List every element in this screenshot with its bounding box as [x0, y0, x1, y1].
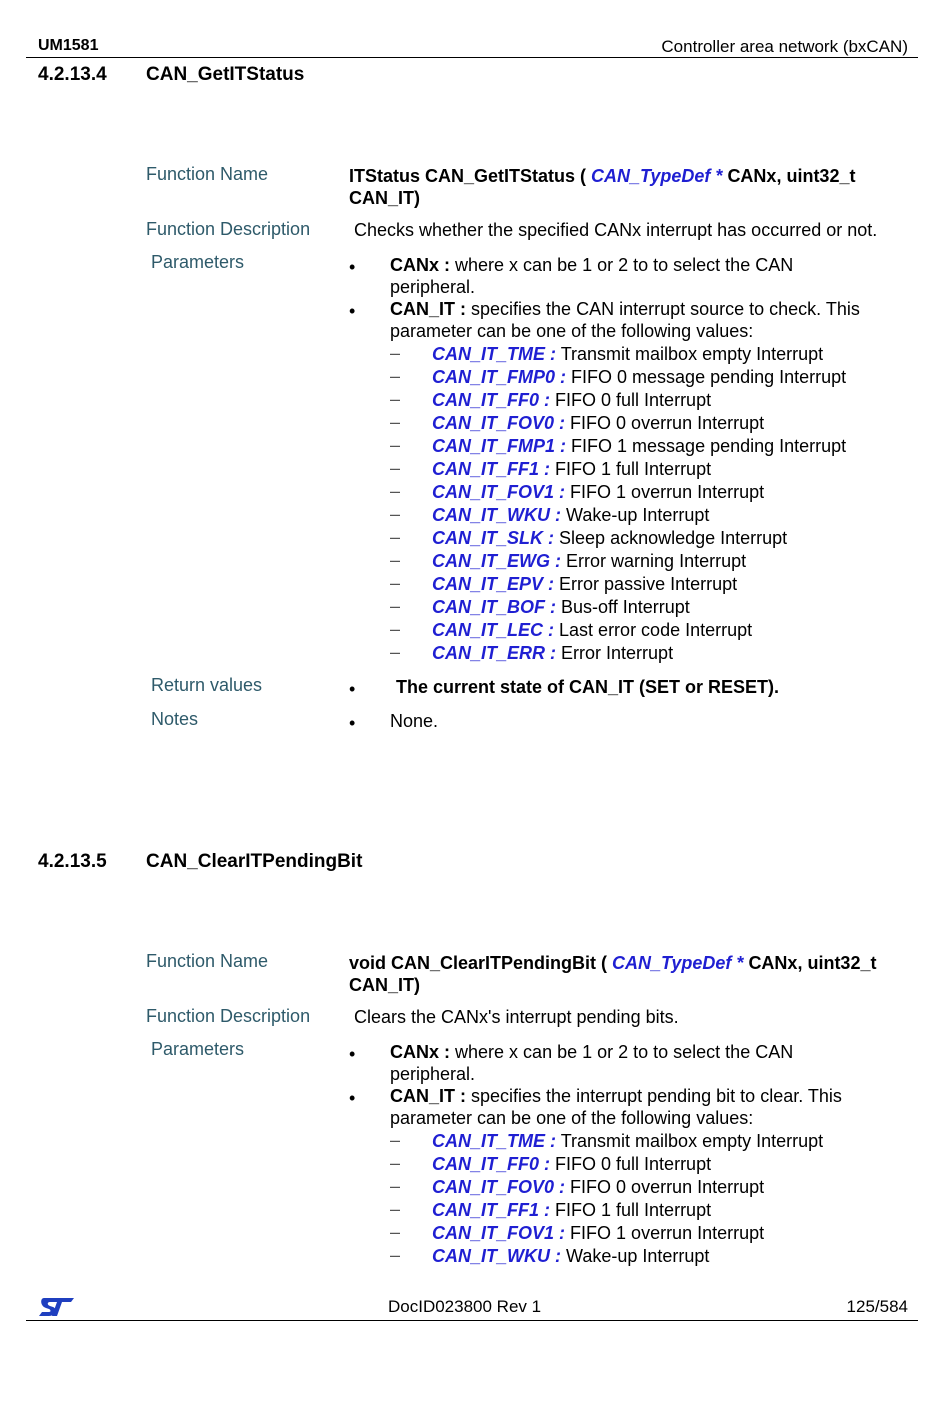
list-item: CAN_IT_WKU : Wake-up Interrupt [432, 505, 710, 525]
signature-suffix: CANx, uint32_t [748, 953, 877, 973]
function-signature [349, 952, 919, 996]
list-item: CAN_IT_FOV0 : FIFO 0 overrun Interrupt [432, 1177, 765, 1197]
list-item: CAN_IT_ERR : Error Interrupt [432, 643, 674, 663]
dash: – [390, 412, 401, 432]
label-function-description: Function Description [146, 219, 311, 239]
label-return-values: Return values [151, 675, 263, 695]
dash: – [390, 642, 401, 662]
dash: – [390, 366, 401, 386]
bullet: • [349, 1088, 356, 1108]
dash: – [390, 1153, 401, 1173]
doc-id: DocID023800 Rev 1 [388, 1297, 542, 1316]
label-function-name: Function Name [146, 164, 269, 184]
function-description: Checks whether the specified CANx interrupt has occurred or not. [354, 220, 878, 240]
bullet: • [349, 679, 356, 699]
doc-code: UM1581 [38, 37, 99, 54]
signature-type-link[interactable]: CAN_TypeDef * [591, 166, 723, 186]
list-item: CAN_IT_FOV1 : FIFO 1 overrun Interrupt [432, 482, 765, 502]
label-function-name: Function Name [146, 951, 269, 971]
list-item: CAN_IT_LEC : Last error code Interrupt [432, 620, 753, 640]
list-item: CAN_IT_TME : Transmit mailbox empty Interrupt [432, 1131, 824, 1151]
list-item: CAN_IT_FMP1 : FIFO 1 message pending Interrupt [432, 436, 847, 456]
dash: – [390, 343, 401, 363]
dash: – [390, 481, 401, 501]
notes-value: None. [390, 711, 439, 731]
list-item: CAN_IT_FOV0 : FIFO 0 overrun Interrupt [432, 413, 765, 433]
signature-line2: CAN_IT) [349, 975, 420, 995]
param-name: CANx : [390, 255, 451, 275]
list-item: CAN_IT_FF0 : FIFO 0 full Interrupt [432, 390, 712, 410]
dash: – [390, 1130, 401, 1150]
dash: – [390, 550, 401, 570]
list-item: CAN_IT_FOV1 : FIFO 1 overrun Interrupt [432, 1223, 765, 1243]
signature-suffix: CANx, uint32_t [727, 166, 856, 186]
list-item: CAN_IT_EWG : Error warning Interrupt [432, 551, 747, 571]
list-item: CAN_IT_EPV : Error passive Interrupt [432, 574, 738, 594]
param-name: CAN_IT : [390, 1086, 466, 1106]
section-title: CAN_ClearITPendingBit [146, 851, 363, 872]
dash: – [390, 596, 401, 616]
signature-line2: CAN_IT) [349, 188, 420, 208]
dash: – [390, 435, 401, 455]
label-notes: Notes [151, 709, 199, 729]
param-name: CAN_IT : [390, 299, 466, 319]
function-description: Clears the CANx's interrupt pending bits. [354, 1007, 679, 1027]
bullet: • [349, 301, 356, 321]
list-item: CAN_IT_FF0 : FIFO 0 full Interrupt [432, 1154, 712, 1174]
param-canx: CANx : where x can be 1 or 2 to to select the CAN peripheral. [390, 1042, 794, 1084]
list-item: CAN_IT_WKU : Wake-up Interrupt [432, 1246, 710, 1266]
signature-prefix: ITStatus CAN_GetITStatus ( [349, 166, 587, 186]
param-can-it: CAN_IT : specifies the CAN interrupt source to check. This parameter can be one of the following values: [390, 299, 860, 341]
list-item: CAN_IT_FF1 : FIFO 1 full Interrupt [432, 459, 712, 479]
param-can-it: CAN_IT : specifies the interrupt pending bit to clear. This parameter can be one of the following values: [390, 1086, 842, 1128]
list-item: CAN_IT_SLK : Sleep acknowledge Interrupt [432, 528, 788, 548]
header-rule [26, 57, 918, 58]
param-name: CANx : [390, 1042, 451, 1062]
label-function-description: Function Description [146, 1006, 311, 1026]
return-value: The current state of CAN_IT (SET or RESET). [396, 677, 780, 697]
dash: – [390, 389, 401, 409]
section-title: CAN_GetITStatus [146, 64, 305, 85]
section-number: 4.2.13.5 [38, 851, 107, 872]
page-number: 125/584 [846, 1297, 908, 1316]
bullet: • [349, 1044, 356, 1064]
dash: – [390, 1222, 401, 1242]
label-parameters: Parameters [151, 1039, 245, 1059]
dash: – [390, 573, 401, 593]
list-item: CAN_IT_FF1 : FIFO 1 full Interrupt [432, 1200, 712, 1220]
dash: – [390, 1199, 401, 1219]
signature-type-link[interactable]: CAN_TypeDef * [612, 953, 744, 973]
list-item: CAN_IT_BOF : Bus-off Interrupt [432, 597, 690, 617]
function-signature [349, 165, 919, 209]
dash: – [390, 527, 401, 547]
st-logo-icon [38, 1296, 76, 1318]
bullet: • [349, 713, 356, 733]
signature-prefix: void CAN_ClearITPendingBit ( [349, 953, 608, 973]
dash: – [390, 1245, 401, 1265]
dash: – [390, 1176, 401, 1196]
label-parameters: Parameters [151, 252, 245, 272]
list-item: CAN_IT_TME : Transmit mailbox empty Interrupt [432, 344, 824, 364]
list-item: CAN_IT_FMP0 : FIFO 0 message pending Interrupt [432, 367, 847, 387]
dash: – [390, 504, 401, 524]
param-canx: CANx : where x can be 1 or 2 to to select the CAN peripheral. [390, 255, 794, 297]
bullet: • [349, 257, 356, 277]
chapter-title: Controller area network (bxCAN) [661, 37, 908, 56]
footer-rule [26, 1320, 918, 1321]
dash: – [390, 619, 401, 639]
section-number: 4.2.13.4 [38, 64, 107, 85]
dash: – [390, 458, 401, 478]
